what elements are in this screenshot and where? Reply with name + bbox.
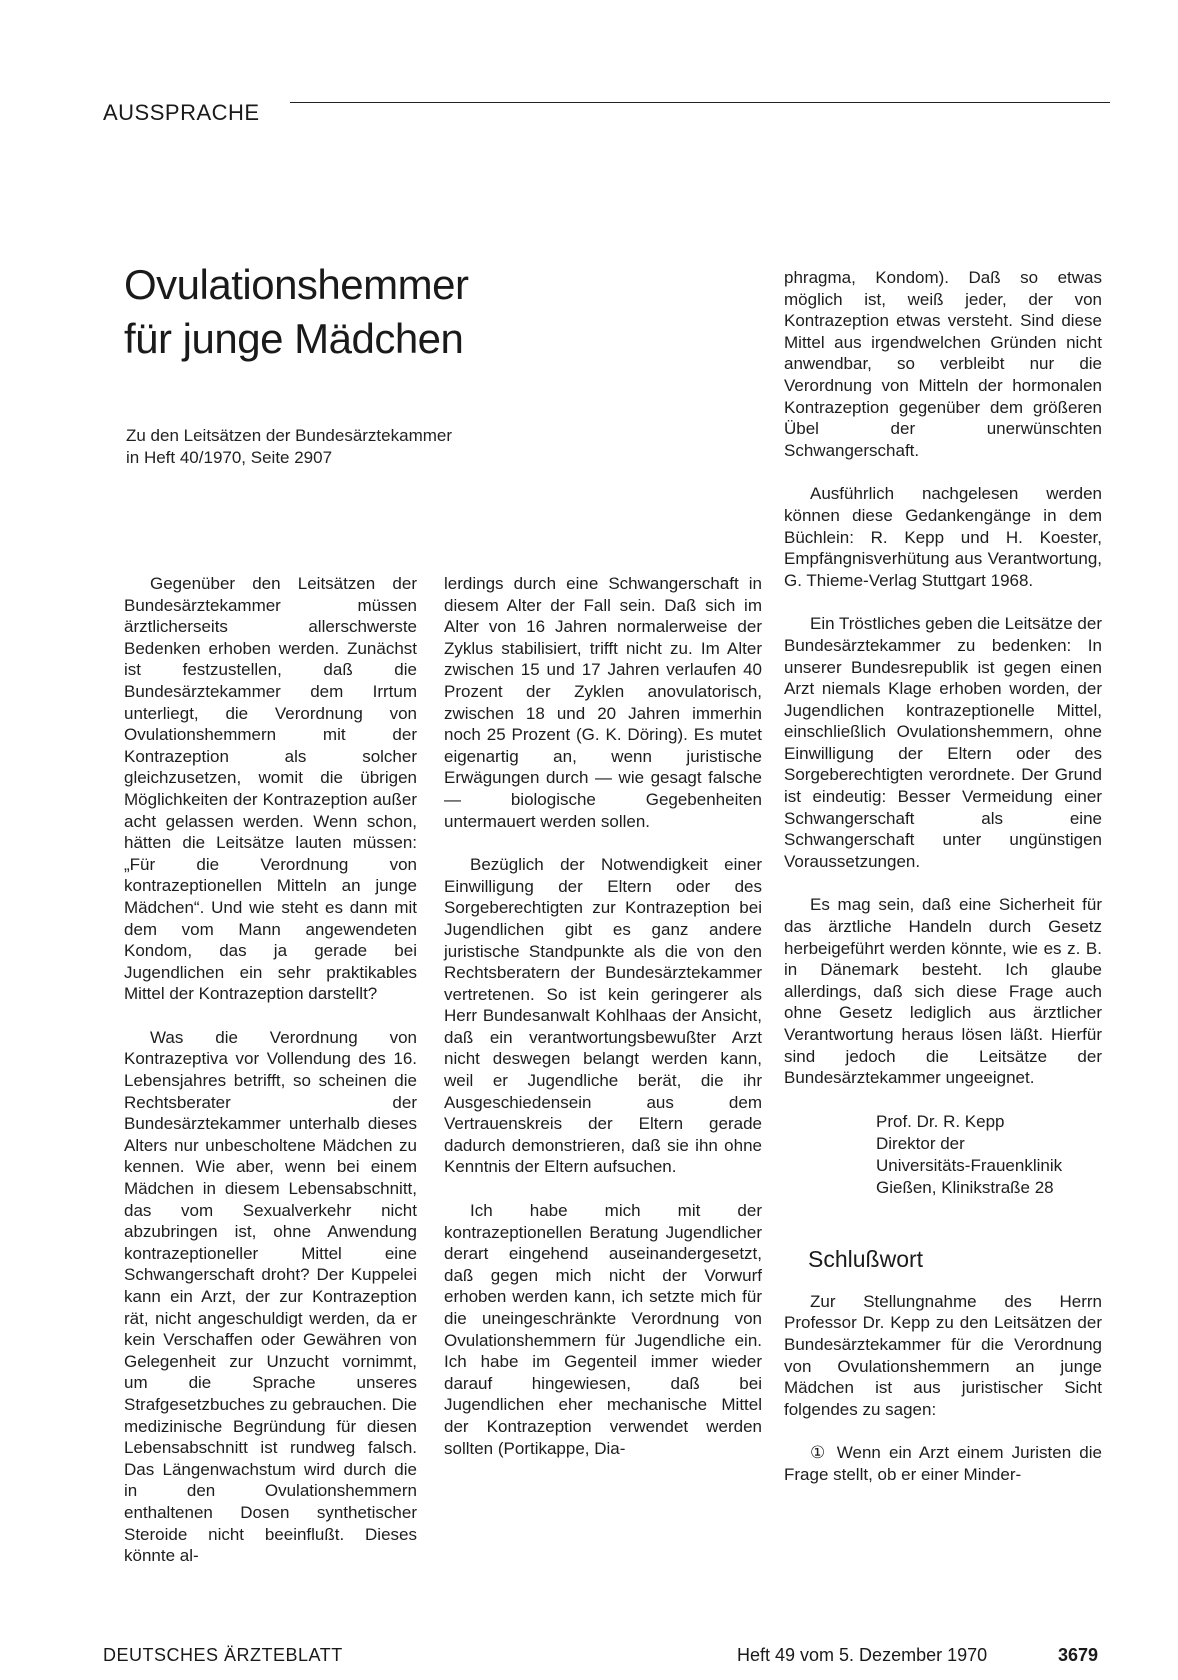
- paragraph: ① Wenn ein Arzt einem Juristen die Frage stellt, ob er einer Minder-: [784, 1443, 1102, 1484]
- paragraph: Ich habe mich mit der kontrazeptionellen Beratung Jugendlicher derart eingehend auseinandergesetzt, daß gegen mich nicht der Vorwurf erhoben werden kann, ich setzte mich für die uneingeschränkte Verordnung von Ovulationshemmern für Jugendliche ein. Ich habe im Gegenteil immer wieder darauf hingewiesen, daß bei Jugendlichen eher mechanische Mittel der Kontrazeption verwendet werden sollten (Portikappe, Dia-: [444, 1201, 762, 1458]
- paragraph: phragma, Kondom). Daß so etwas möglich ist, weiß jeder, der von Kontrazeption etwas versteht. Sind diese Mittel aus irgendwelchen Gründen nicht anwendbar, so verbleibt nur die Verordnung von Mitteln der hormonalen Kontrazeption gegenüber dem größeren Übel der unerwünschten Schwangerschaft.: [784, 268, 1102, 460]
- paragraph: Ein Tröstliches geben die Leitsätze der Bundesärztekammer zu bedenken: In unserer Bundesrepublik ist gegen einen Arzt niemals Klage erhoben worden, der Jugendlichen kontrazeptionelle Mittel, einschließlich Ovulationshemmern, ohne Einwilligung der Eltern oder des Sorgeberechtigten verordnete. Der Grund ist eindeutig: Besser Vermeidung einer Schwangerschaft als eine Schwangerschaft unter ungünstigen Voraussetzungen.: [784, 614, 1103, 871]
- subtitle-line-1: Zu den Leitsätzen der Bundesärztekammer: [126, 426, 453, 445]
- column-3: [784, 267, 1102, 1508]
- paragraph: Es mag sein, daß eine Sicherheit für das ärztliche Handeln durch Gesetz herbeigeführt werden könnte, wie es z. B. in Dänemark besteht. Ich glaube allerdings, daß sich diese Frage auch ohne Gesetz lediglich aus ärztlicher Verantwortung heraus lösen läßt. Hierfür sind jedoch die Leitsätze der Bundesärztekammer ungeeignet.: [784, 895, 1102, 1088]
- section-label: AUSSPRACHE: [103, 100, 260, 125]
- signature: [784, 1111, 1102, 1199]
- signature-line: Universitäts-Frauenklinik: [876, 1155, 1063, 1175]
- subtitle-line-2: in Heft 40/1970, Seite 2907: [126, 448, 333, 467]
- paragraph: Was die Verordnung von Kontrazeptiva vor Vollendung des 16. Lebensjahres betrifft, so scheinen die Rechtsberater der Bundesärztekammer unterhalb dieses Alters nur unbescholtene Mädchen zu kennen. Wie aber, wenn bei einem Mädchen in diesem Lebensabschnitt, das vom Sexualverkehr nicht abzubringen ist, ohne Anwendung kontrazeptioneller Mittel eine Schwangerschaft droht? Der Kuppelei kann ein Arzt, der zur Kontrazeption rät, nicht angeschuldigt werden, da er kein Verschaffen oder Gewähren von Gelegenheit zur Unzucht vornimmt, um die Sprache unseres Strafgesetzbuches zu gebrauchen. Die medizinische Begründung für diesen Lebensabschnitt ist rundweg falsch. Das Längenwachstum wird durch die in den Ovulationshemmern enthaltenen Dosen synthetischer Steroide nicht beeinflußt. Dieses könnte al-: [124, 1027, 417, 1566]
- paragraph: Zur Stellungnahme des Herrn Professor Dr. Kepp zu den Leitsätzen der Bundesärztekammer für die Verordnung von Ovulationshemmern an junge Mädchen ist aus juristischer Sicht folgendes zu sagen:: [784, 1291, 1102, 1419]
- footer-journal: DEUTSCHES ÄRZTEBLATT: [103, 1645, 343, 1665]
- signature-line: Gießen, Klinikstraße 28: [876, 1177, 1054, 1197]
- signature-line: Direktor der: [876, 1133, 965, 1153]
- article-title: [124, 258, 644, 366]
- paragraph: lerdings durch eine Schwangerschaft in diesem Alter der Fall sein. Daß sich im Alter von 16 Jahren normalerweise der Zyklus stabilisiert, trifft nicht zu. Im Alter zwischen 15 und 17 Jahren verlaufen 40 Prozent der Zyklen anovulatorisch, zwischen 18 und 20 Jahren immerhin noch 25 Prozent (G. K. Döring). Es mutet eigenartig an, wenn juristische Erwägungen durch — wie gesagt falsche — biologische Gegebenheiten untermauert werden sollen.: [444, 574, 762, 831]
- paragraph: Bezüglich der Notwendigkeit einer Einwilligung der Eltern oder des Sorgeberechtigten zur Kontrazeption bei Jugendlichen gibt es ganz andere juristische Standpunkte als die von den Rechtsberatern der Bundesärztekammer vertretenen. So ist kein geringerer als Herr Bundesanwalt Kohlhaas der Ansicht, daß ein verantwortungsbewußter Arzt nicht deswegen belangt werden kann, weil er Jugendliche berät, die ihr Ausgeschiedensein aus dem Vertrauenskreis der Eltern gerade dadurch demonstrieren, daß sie ihn ohne Kenntnis der Eltern aufsuchen.: [444, 855, 762, 1177]
- signature-name: Prof. Dr. R. Kepp: [876, 1111, 1005, 1131]
- column-2: [444, 573, 762, 1481]
- title-line-2: für junge Mädchen: [124, 315, 464, 362]
- paragraph: Gegenüber den Leitsätzen der Bundesärztekammer müssen ärztlicherseits allerschwerste Bedenken erhoben werden. Zunächst ist festzustellen, daß die Bundesärztekammer dem Irrtum unterliegt, die Verordnung von Ovulationshemmern mit der Kontrazeption als solcher gleichzusetzen, womit die übrigen Möglichkeiten der Kontrazeption außer acht gelassen werden. Wenn schon, hätten die Leitsätze lauten müssen: „Für die Verordnung von kontrazeptionellen Mitteln an junge Mädchen“. Und wie steht es dann mit dem vom Mann angewendeten Kondom, das ja gerade bei Jugendlichen ein sehr praktikables Mittel der Kontrazeption darstellt?: [124, 574, 417, 1004]
- footer-issue: Heft 49 vom 5. Dezember 1970: [737, 1645, 988, 1665]
- section-heading: Schlußwort: [808, 1245, 924, 1272]
- top-rule: [290, 102, 1110, 103]
- column-1: [124, 573, 417, 1589]
- title-line-1: Ovulationshemmer: [124, 261, 469, 308]
- paragraph: Ausführlich nachgelesen werden können diese Gedankengänge in dem Büchlein: R. Kepp und H. Koester, Empfängnisverhütung aus Verantwortung, G. Thieme-Verlag Stuttgart 1968.: [784, 484, 1102, 590]
- page-number: 3679: [1058, 1645, 1099, 1665]
- article-subtitle: [126, 425, 566, 469]
